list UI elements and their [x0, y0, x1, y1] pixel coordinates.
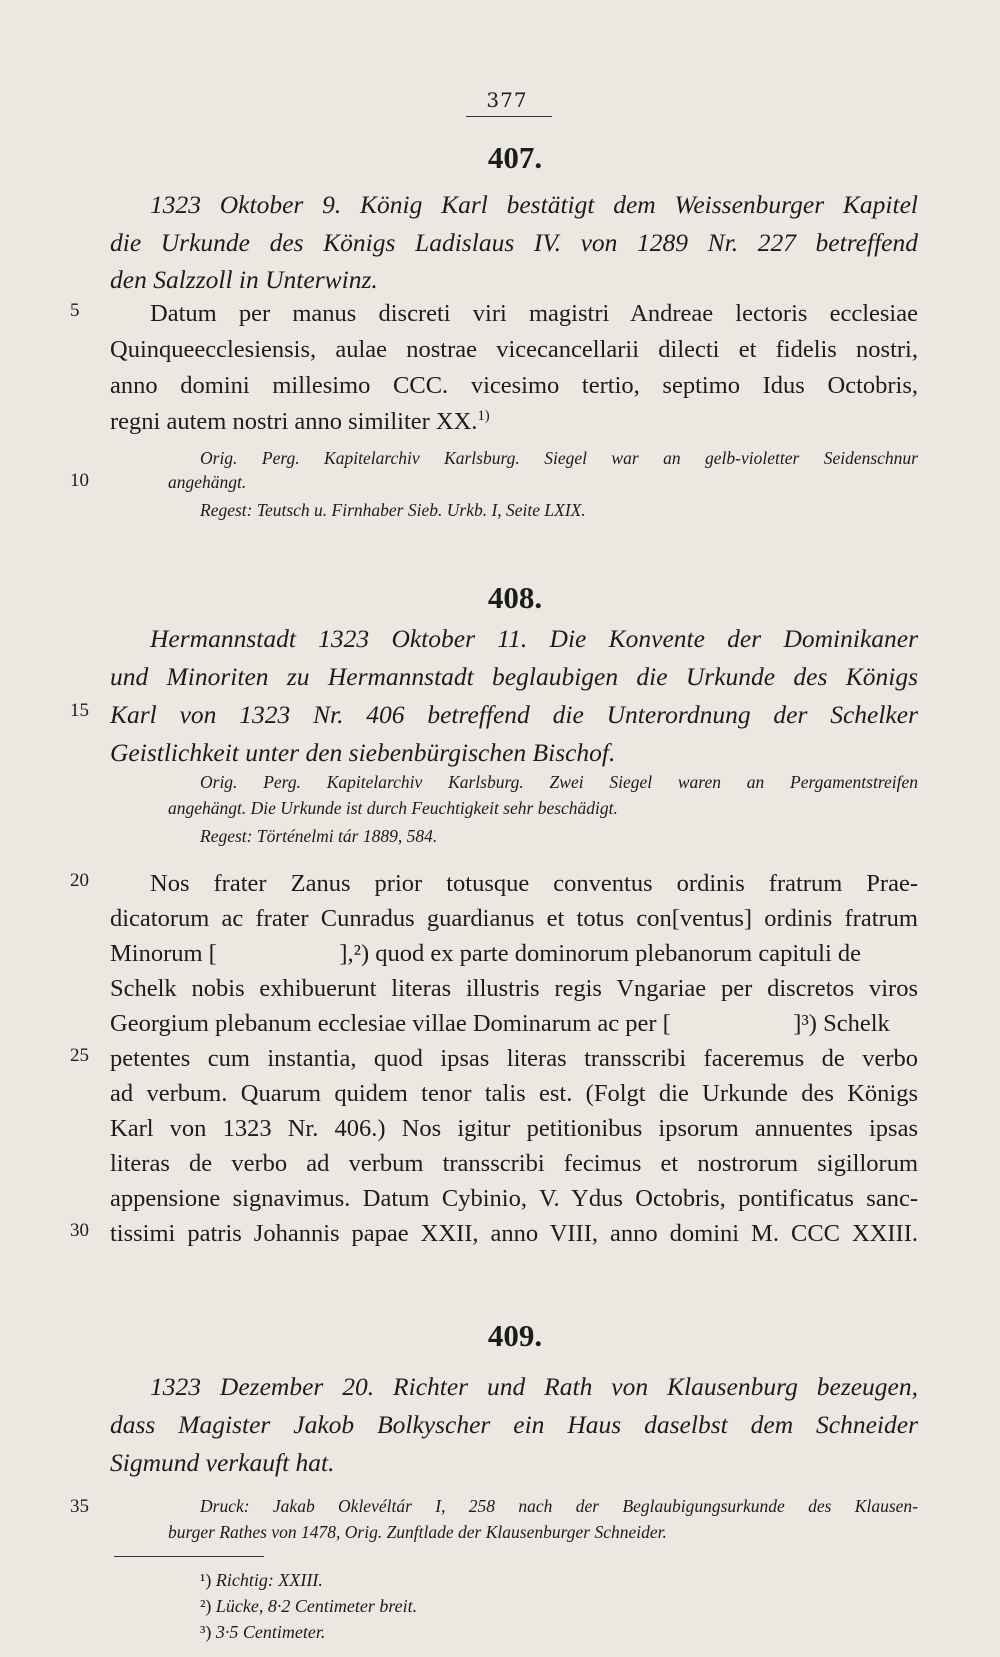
text-line: dicatorum ac frater Cunradus guardianus et totus con[ventus] ordinis fratrum	[110, 905, 918, 932]
text-line: Schelk nobis exhibuerunt literas illustris regis Vngariae per discretos viros	[110, 975, 918, 1002]
document-heading-407: 407.	[487, 140, 543, 175]
text-line: Nos frater Zanus prior totusque conventus ordinis fratrum Prae-	[150, 870, 918, 897]
text-line: ad verbum. Quarum quidem tenor talis est. (Folgt die Urkunde des Königs	[110, 1080, 918, 1107]
source-line: Orig. Perg. Kapitelarchiv Karlsburg. Siegel war an gelb-violetter Seidenschnur	[200, 448, 918, 468]
regest-line: 1323 Dezember 20. Richter und Rath von Klausenburg bezeugen,	[150, 1372, 918, 1401]
footnote-rule	[114, 1556, 264, 1557]
footnote-mark: ²)	[200, 1596, 212, 1616]
document-heading-408: 408.	[487, 580, 543, 615]
text-line: petentes cum instantia, quod ipsas literas transscribi faceremus de verbo	[110, 1045, 918, 1072]
text-line: Georgium plebanum ecclesiae villae Dominarum ac per [ ]³) Schelk	[110, 1010, 890, 1037]
regest-line: Hermannstadt 1323 Oktober 11. Die Konvente der Dominikaner	[150, 624, 918, 653]
text-line: literas de verbo ad verbum transscribi fecimus et nostrorum sigillorum	[110, 1150, 918, 1177]
document-heading-409: 409.	[487, 1318, 543, 1353]
footnote-mark: ³)	[200, 1622, 212, 1642]
line-number: 30	[70, 1220, 89, 1241]
line-number: 5	[70, 300, 80, 321]
source-line: Druck: Jakab Oklevéltár I, 258 nach der Beglaubigungsurkunde des Klausen-	[200, 1496, 918, 1516]
line-number: 20	[70, 870, 89, 891]
regest-line: den Salzzoll in Unterwinz.	[110, 265, 378, 294]
regest-line: Geistlichkeit unter den siebenbürgischen Bischof.	[110, 738, 616, 767]
source-line: Regest: Teutsch u. Firnhaber Sieb. Urkb. I, Seite LXIX.	[200, 500, 586, 520]
line-number: 35	[70, 1496, 89, 1517]
text-line: Quinqueecclesiensis, aulae nostrae vicecancellarii dilecti et fidelis nostri,	[110, 336, 918, 363]
text-line: appensione signavimus. Datum Cybinio, V. Ydus Octobris, pontificatus sanc-	[110, 1185, 918, 1212]
regest-line: Sigmund verkauft hat.	[110, 1448, 335, 1477]
text-line: Minorum [ ],²) quod ex parte dominorum plebanorum capituli de	[110, 940, 862, 967]
text-line: Datum per manus discreti viri magistri Andreae lectoris ecclesiae	[150, 300, 918, 327]
source-line: Regest: Történelmi tár 1889, 584.	[200, 826, 438, 846]
text-line: regni autem nostri anno similiter XX.$^{1)}$	[110, 407, 490, 435]
source-line: Orig. Perg. Kapitelarchiv Karlsburg. Zwei Siegel waren an Pergamentstreifen	[200, 772, 918, 792]
regest-line: die Urkunde des Königs Ladislaus IV. von 1289 Nr. 227 betreffend	[110, 228, 918, 257]
text-line: tissimi patris Johannis papae XXII, anno VIII, anno domini M. CCC XXIII.	[110, 1220, 918, 1247]
footnote-reference: 1)	[477, 407, 490, 424]
line-number: 15	[70, 700, 89, 721]
source-line: angehängt.	[168, 472, 247, 492]
text-line: anno domini millesimo CCC. vicesimo tertio, septimo Idus Octobris,	[110, 372, 918, 399]
footnote-text: Lücke, 8·2 Centimeter breit.	[215, 1596, 418, 1616]
footnote-text: 3·5 Centimeter.	[215, 1622, 326, 1642]
regest-line: und Minoriten zu Hermannstadt beglaubigen die Urkunde des Königs	[110, 662, 918, 691]
regest-line: Karl von 1323 Nr. 406 betreffend die Unterordnung der Schelker	[110, 700, 918, 729]
regest-line: 1323 Oktober 9. König Karl bestätigt dem Weissenburger Kapitel	[150, 190, 918, 219]
footnote	[200, 1622, 325, 1643]
regest-line: dass Magister Jakob Bolkyscher ein Haus daselbst dem Schneider	[110, 1410, 918, 1439]
line-number: 25	[70, 1045, 89, 1066]
text-line: Karl von 1323 Nr. 406.) Nos igitur petitionibus ipsorum annuentes ipsas	[110, 1115, 918, 1142]
line-number: 10	[70, 470, 89, 491]
footnote	[200, 1570, 323, 1591]
source-line: burger Rathes von 1478, Orig. Zunftlade der Klausenburger Schneider.	[168, 1522, 667, 1542]
footnote-mark: ¹)	[200, 1570, 212, 1590]
footnote	[200, 1596, 417, 1617]
footnote-text: Richtig: XXIII.	[215, 1570, 323, 1590]
source-line: angehängt. Die Urkunde ist durch Feuchtigkeit sehr beschädigt.	[168, 798, 618, 818]
page-number-rule	[466, 116, 552, 117]
page-number: 377	[486, 88, 528, 112]
